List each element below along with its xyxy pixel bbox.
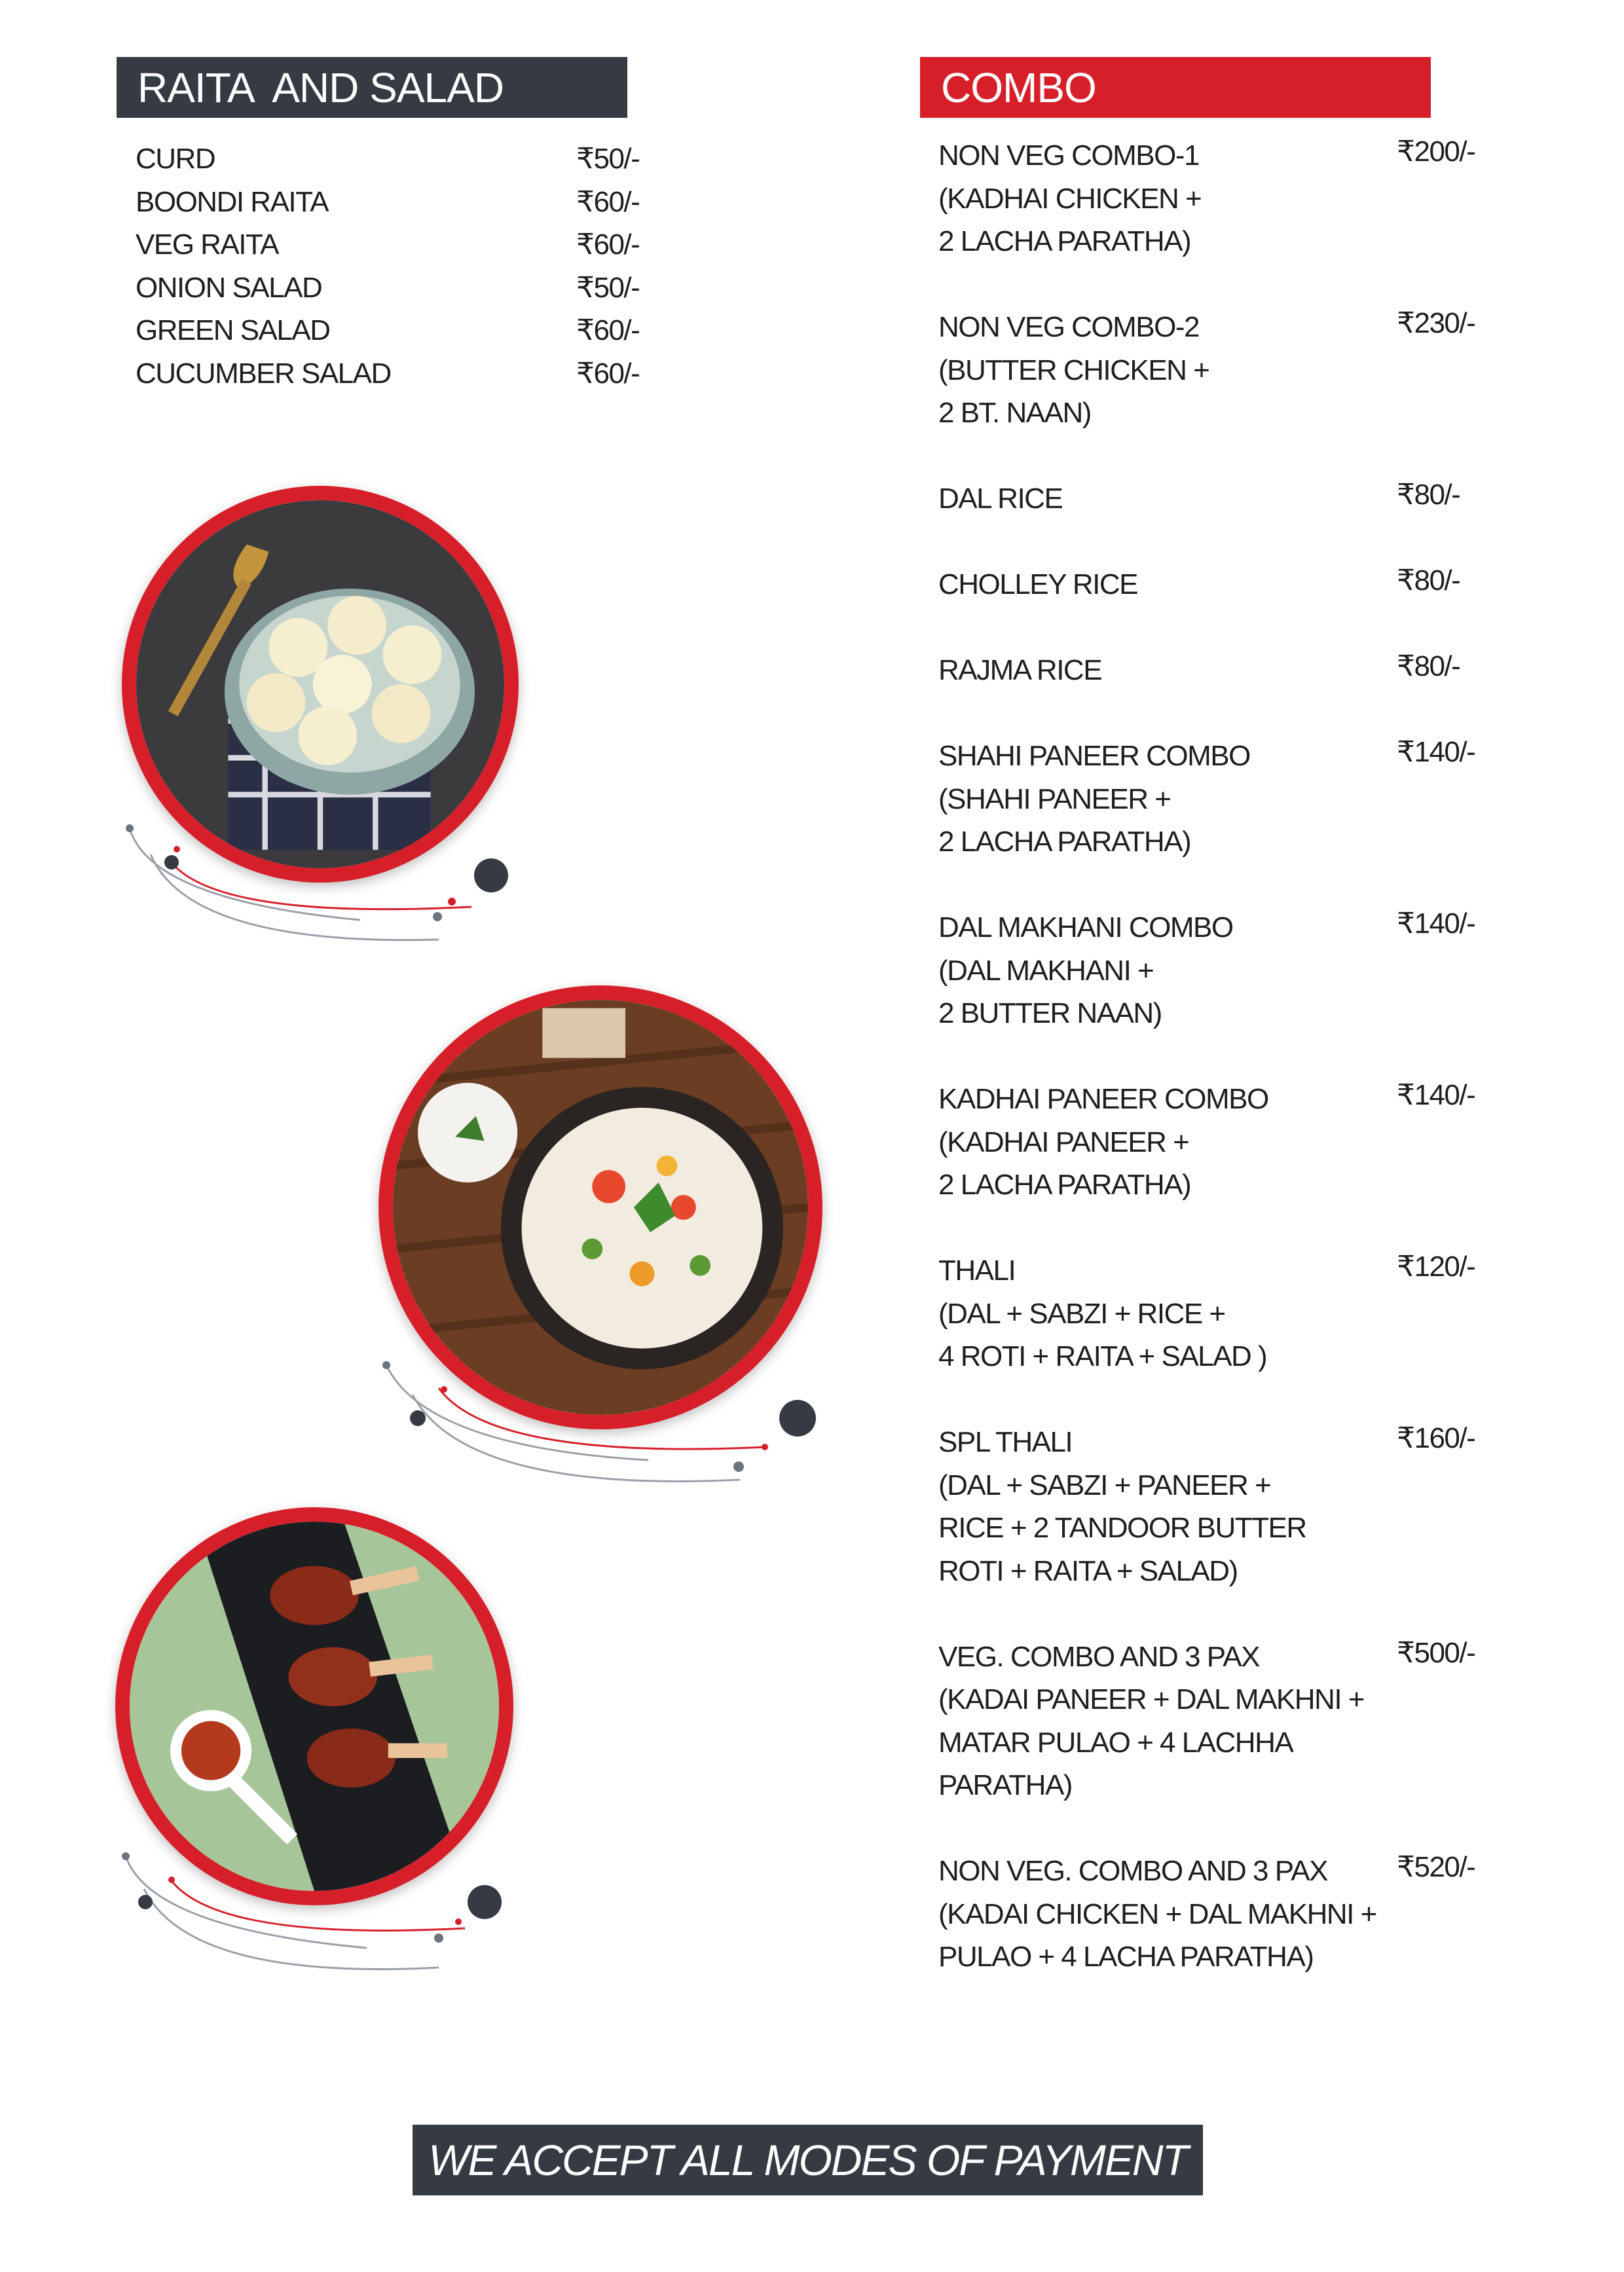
payment-banner: [413, 2125, 1203, 2195]
raita-salad-header: [117, 57, 627, 118]
combo-item-price: ₹80/-: [1397, 650, 1460, 682]
combo-item-name: DAL RICE: [938, 483, 1063, 515]
combo-item-detail: (BUTTER CHICKEN +: [938, 354, 1209, 386]
combo-item: [938, 906, 1528, 1035]
combo-item: [938, 649, 1528, 692]
combo-item: [938, 1850, 1528, 1979]
menu-item-name: BOONDI RAITA: [136, 185, 329, 218]
menu-item-name: GREEN SALAD: [136, 314, 330, 346]
combo-item-detail: 2 LACHA PARATHA): [938, 1169, 1191, 1201]
combo-item-detail: (DAL + SABZI + RICE +: [938, 1297, 1225, 1330]
raita-salad-title: RAITA AND SALAD: [138, 64, 504, 111]
menu-item-price: ₹60/-: [576, 229, 640, 261]
combo-item-name: THALI: [938, 1255, 1016, 1287]
combo-item-name: CHOLLEY RICE: [938, 568, 1137, 600]
combo-item-detail: MATAR PULAO + 4 LACHHA: [938, 1726, 1293, 1759]
combo-item-price: ₹80/-: [1397, 479, 1460, 511]
combo-item: [938, 1249, 1528, 1378]
combo-item: [938, 306, 1528, 435]
combo-item-price: ₹160/-: [1397, 1422, 1475, 1454]
combo-item-name: VEG. COMBO AND 3 PAX: [938, 1640, 1259, 1673]
combo-item-detail: (KADAI PANEER + DAL MAKHNI +: [938, 1683, 1364, 1715]
combo-item-price: ₹80/-: [1397, 564, 1460, 596]
combo-item-price: ₹230/-: [1397, 307, 1475, 339]
menu-item-price: ₹60/-: [576, 314, 640, 346]
combo-title: COMBO: [941, 64, 1096, 111]
combo-item-price: ₹140/-: [1397, 907, 1475, 940]
menu-item: [136, 223, 659, 266]
combo-item-detail: 2 LACHA PARATHA): [938, 826, 1191, 858]
combo-item: [938, 1078, 1528, 1207]
menu-item-name: VEG RAITA: [136, 229, 278, 261]
combo-item-detail: 4 ROTI + RAITA + SALAD ): [938, 1340, 1267, 1372]
menu-item: [136, 352, 659, 395]
combo-item-name: SPL THALI: [938, 1426, 1073, 1458]
combo-item-name: NON VEG COMBO-1: [938, 139, 1199, 172]
combo-item: [938, 563, 1528, 606]
combo-item-name: DAL MAKHANI COMBO: [938, 911, 1233, 944]
combo-item-price: ₹200/-: [1397, 136, 1475, 168]
combo-item-price: ₹500/-: [1397, 1636, 1475, 1669]
combo-item: [938, 735, 1528, 864]
combo-item: [938, 1421, 1528, 1592]
combo-list: [938, 134, 1528, 2021]
decorative-arc-1: [111, 815, 530, 953]
combo-item-name: KADHAI PANEER COMBO: [938, 1083, 1268, 1115]
combo-item-detail: RICE + 2 TANDOOR BUTTER: [938, 1512, 1306, 1544]
combo-item-detail: (KADHAI CHICKEN +: [938, 182, 1202, 215]
payment-banner-text: WE ACCEPT ALL MODES OF PAYMENT: [428, 2136, 1187, 2184]
combo-item-detail: (SHAHI PANEER +: [938, 782, 1171, 815]
decorative-arc-3: [111, 1843, 530, 1981]
combo-item-detail: (KADHAI PANEER +: [938, 1126, 1189, 1158]
combo-item-detail: ROTI + RAITA + SALAD): [938, 1554, 1238, 1587]
menu-item: [136, 309, 659, 352]
menu-item: [136, 137, 659, 181]
combo-header: [920, 57, 1431, 118]
menu-item-price: ₹60/-: [576, 185, 640, 218]
combo-item-price: ₹140/-: [1397, 1079, 1475, 1111]
combo-item-name: NON VEG. COMBO AND 3 PAX: [938, 1855, 1327, 1887]
combo-item: [938, 477, 1528, 521]
menu-item: [136, 266, 659, 310]
combo-item: [938, 1636, 1528, 1807]
combo-item-price: ₹140/-: [1397, 736, 1475, 768]
combo-item-name: RAJMA RICE: [938, 654, 1102, 686]
combo-item-price: ₹520/-: [1397, 1851, 1475, 1883]
combo-item-detail: 2 LACHA PARATHA): [938, 225, 1191, 257]
menu-item-price: ₹60/-: [576, 357, 640, 390]
raita-salad-list: [136, 137, 659, 395]
combo-item-detail: PULAO + 4 LACHA PARATHA): [938, 1941, 1314, 1973]
combo-item-detail: PARATHA): [938, 1769, 1072, 1801]
combo-item-detail: (DAL MAKHANI +: [938, 954, 1154, 987]
decorative-arc-2: [373, 1349, 832, 1499]
menu-item-name: CUCUMBER SALAD: [136, 357, 391, 390]
combo-item-detail: (DAL + SABZI + PANEER +: [938, 1469, 1271, 1501]
combo-item-detail: 2 BUTTER NAAN): [938, 997, 1162, 1029]
menu-item-price: ₹50/-: [576, 143, 640, 175]
combo-item-detail: 2 BT. NAAN): [938, 397, 1091, 429]
combo-item-detail: (KADAI CHICKEN + DAL MAKHNI +: [938, 1897, 1376, 1930]
combo-item-name: SHAHI PANEER COMBO: [938, 740, 1250, 772]
combo-item-name: NON VEG COMBO-2: [938, 311, 1199, 343]
menu-item-price: ₹50/-: [576, 271, 640, 304]
menu-item-name: CURD: [136, 143, 215, 175]
menu-item: [136, 181, 659, 224]
combo-item: [938, 134, 1528, 263]
menu-item-name: ONION SALAD: [136, 271, 322, 304]
combo-item-price: ₹120/-: [1397, 1251, 1475, 1283]
